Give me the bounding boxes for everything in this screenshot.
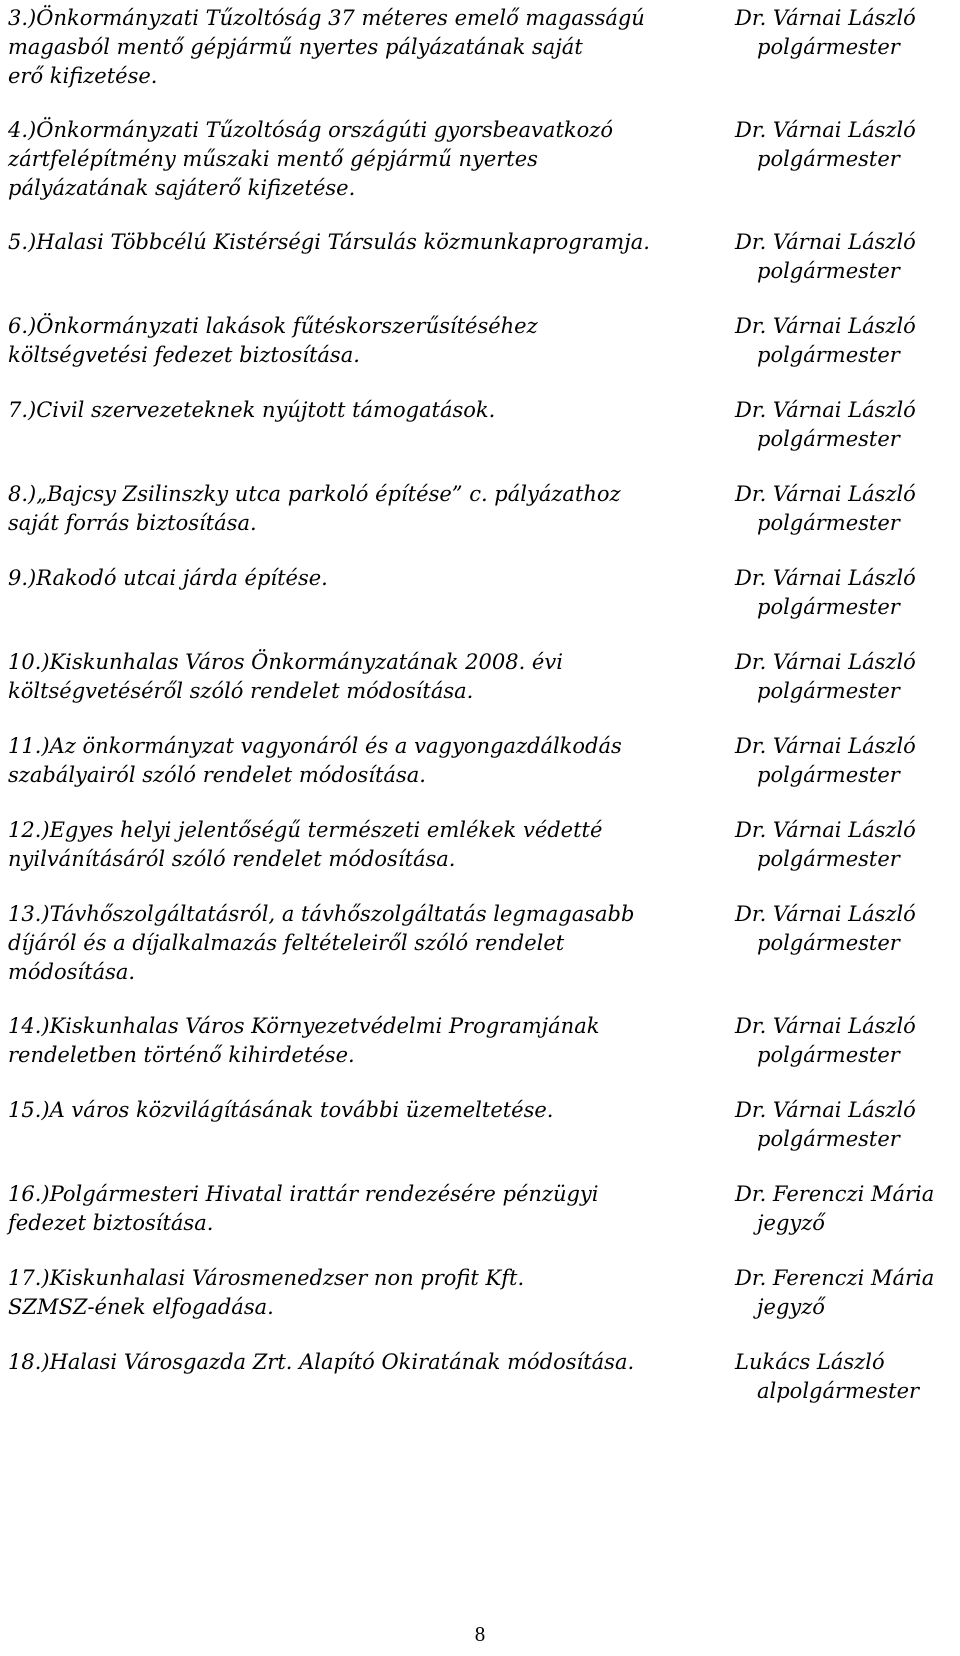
page-number: 8 [474, 1622, 486, 1646]
agenda-item-text [8, 4, 728, 91]
agenda-item-text-line: 10.)Kiskunhalas Város Önkormányzatának 2008. évi [8, 650, 563, 674]
agenda-item-text-line: 4.)Önkormányzati Tűzoltóság országúti gyorsbeavatkozó [8, 118, 613, 142]
agenda-item-presenter [735, 396, 955, 454]
presenter-role: polgármester [757, 1043, 900, 1067]
presenter-name: Dr. Várnai László [735, 902, 916, 926]
agenda-item-text-line: rendeletben történő kihirdetése. [8, 1043, 355, 1067]
agenda-item-text-line: 9.)Rakodó utcai járda építése. [8, 566, 328, 590]
agenda-item-presenter [735, 1264, 955, 1322]
agenda-item-text-line: fedezet biztosítása. [8, 1211, 214, 1235]
agenda-item-presenter [735, 116, 955, 174]
agenda-item-text [8, 312, 728, 370]
agenda-item-presenter [735, 1012, 955, 1070]
presenter-role: polgármester [757, 679, 900, 703]
agenda-item-text-line: nyilvánításáról szóló rendelet módosítása. [8, 847, 456, 871]
agenda-item-text-line: módosítása. [8, 960, 136, 984]
agenda-item-text-line: 11.)Az önkormányzat vagyonáról és a vagyongazdálkodás [8, 734, 622, 758]
agenda-item-text [8, 732, 728, 790]
agenda-item-text-line: 3.)Önkormányzati Tűzoltóság 37 méteres emelő magasságú [8, 6, 645, 30]
agenda-item-text [8, 564, 728, 593]
agenda-item-text-line: költségvetéséről szóló rendelet módosítása. [8, 679, 474, 703]
presenter-role: jegyző [757, 1211, 825, 1235]
presenter-name: Dr. Várnai László [735, 118, 916, 142]
presenter-name: Dr. Várnai László [735, 398, 916, 422]
agenda-item-presenter [735, 1348, 955, 1406]
agenda-item-text-line: erő kifizetése. [8, 64, 158, 88]
presenter-name: Lukács László [735, 1350, 885, 1374]
agenda-item-text [8, 1348, 728, 1377]
presenter-name: Dr. Várnai László [735, 314, 916, 338]
agenda-item-text-line: díjáról és a díjalkalmazás feltételeiről szóló rendelet [8, 931, 565, 955]
presenter-role: polgármester [757, 35, 900, 59]
agenda-item-text-line: 16.)Polgármesteri Hivatal irattár rendezésére pénzügyi [8, 1182, 599, 1206]
presenter-role: polgármester [757, 847, 900, 871]
agenda-item-text-line: SZMSZ-ének elfogadása. [8, 1295, 274, 1319]
agenda-item-presenter [735, 816, 955, 874]
agenda-item-text-line: pályázatának sajáterő kifizetése. [8, 176, 356, 200]
agenda-item-presenter [735, 1180, 955, 1238]
agenda-item-text-line: saját forrás biztosítása. [8, 511, 257, 535]
presenter-role: alpolgármester [757, 1379, 920, 1403]
agenda-item-text-line: zártfelépítmény műszaki mentő gépjármű nyertes [8, 147, 538, 171]
agenda-item-text [8, 116, 728, 203]
agenda-item-text-line: költségvetési fedezet biztosítása. [8, 343, 360, 367]
agenda-item-text-line: 5.)Halasi Többcélú Kistérségi Társulás közmunkaprogramja. [8, 230, 650, 254]
agenda-item-text-line: 13.)Távhőszolgáltatásról, a távhőszolgáltatás legmagasabb [8, 902, 635, 926]
presenter-role: polgármester [757, 147, 900, 171]
agenda-item-text-line: 6.)Önkormányzati lakások fűtéskorszerűsítéséhez [8, 314, 538, 338]
agenda-item-text [8, 480, 728, 538]
agenda-item-text [8, 816, 728, 874]
presenter-role: polgármester [757, 259, 900, 283]
agenda-item-text-line: szabályairól szóló rendelet módosítása. [8, 763, 426, 787]
agenda-item-text-line: 15.)A város közvilágításának további üzemeltetése. [8, 1098, 554, 1122]
presenter-name: Dr. Várnai László [735, 650, 916, 674]
presenter-name: Dr. Várnai László [735, 6, 916, 30]
agenda-item-text-line: magasból mentő gépjármű nyertes pályázatának saját [8, 35, 583, 59]
presenter-role: polgármester [757, 763, 900, 787]
presenter-name: Dr. Várnai László [735, 1098, 916, 1122]
presenter-role: polgármester [757, 595, 900, 619]
presenter-name: Dr. Ferenczi Mária [735, 1182, 935, 1206]
agenda-item-presenter [735, 900, 955, 958]
agenda-item-presenter [735, 648, 955, 706]
presenter-role: polgármester [757, 511, 900, 535]
presenter-name: Dr. Várnai László [735, 818, 916, 842]
agenda-item-text-line: 18.)Halasi Városgazda Zrt. Alapító Okiratának módosítása. [8, 1350, 635, 1374]
agenda-item-text [8, 1180, 728, 1238]
agenda-item-text [8, 396, 728, 425]
presenter-role: jegyző [757, 1295, 825, 1319]
presenter-role: polgármester [757, 1127, 900, 1151]
agenda-item-text-line: 17.)Kiskunhalasi Városmenedzser non profit Kft. [8, 1266, 525, 1290]
agenda-item-text-line: 8.)„Bajcsy Zsilinszky utca parkoló építése” c. pályázathoz [8, 482, 621, 506]
presenter-name: Dr. Várnai László [735, 734, 916, 758]
agenda-item-text [8, 648, 728, 706]
agenda-item-presenter [735, 564, 955, 622]
agenda-item-presenter [735, 228, 955, 286]
presenter-name: Dr. Ferenczi Mária [735, 1266, 935, 1290]
agenda-item-presenter [735, 732, 955, 790]
agenda-item-presenter [735, 1096, 955, 1154]
agenda-item-presenter [735, 312, 955, 370]
agenda-item-presenter [735, 4, 955, 62]
agenda-item-text-line: 7.)Civil szervezeteknek nyújtott támogatások. [8, 398, 496, 422]
agenda-item-presenter [735, 480, 955, 538]
agenda-item-text [8, 1012, 728, 1070]
agenda-item-text-line: 12.)Egyes helyi jelentőségű természeti emlékek védetté [8, 818, 603, 842]
agenda-item-text-line: 14.)Kiskunhalas Város Környezetvédelmi Programjának [8, 1014, 600, 1038]
presenter-role: polgármester [757, 931, 900, 955]
presenter-name: Dr. Várnai László [735, 230, 916, 254]
agenda-item-text [8, 1096, 728, 1125]
presenter-name: Dr. Várnai László [735, 566, 916, 590]
agenda-item-text [8, 1264, 728, 1322]
presenter-name: Dr. Várnai László [735, 482, 916, 506]
presenter-role: polgármester [757, 427, 900, 451]
agenda-item-text [8, 228, 728, 257]
agenda-item-text [8, 900, 728, 987]
presenter-name: Dr. Várnai László [735, 1014, 916, 1038]
presenter-role: polgármester [757, 343, 900, 367]
